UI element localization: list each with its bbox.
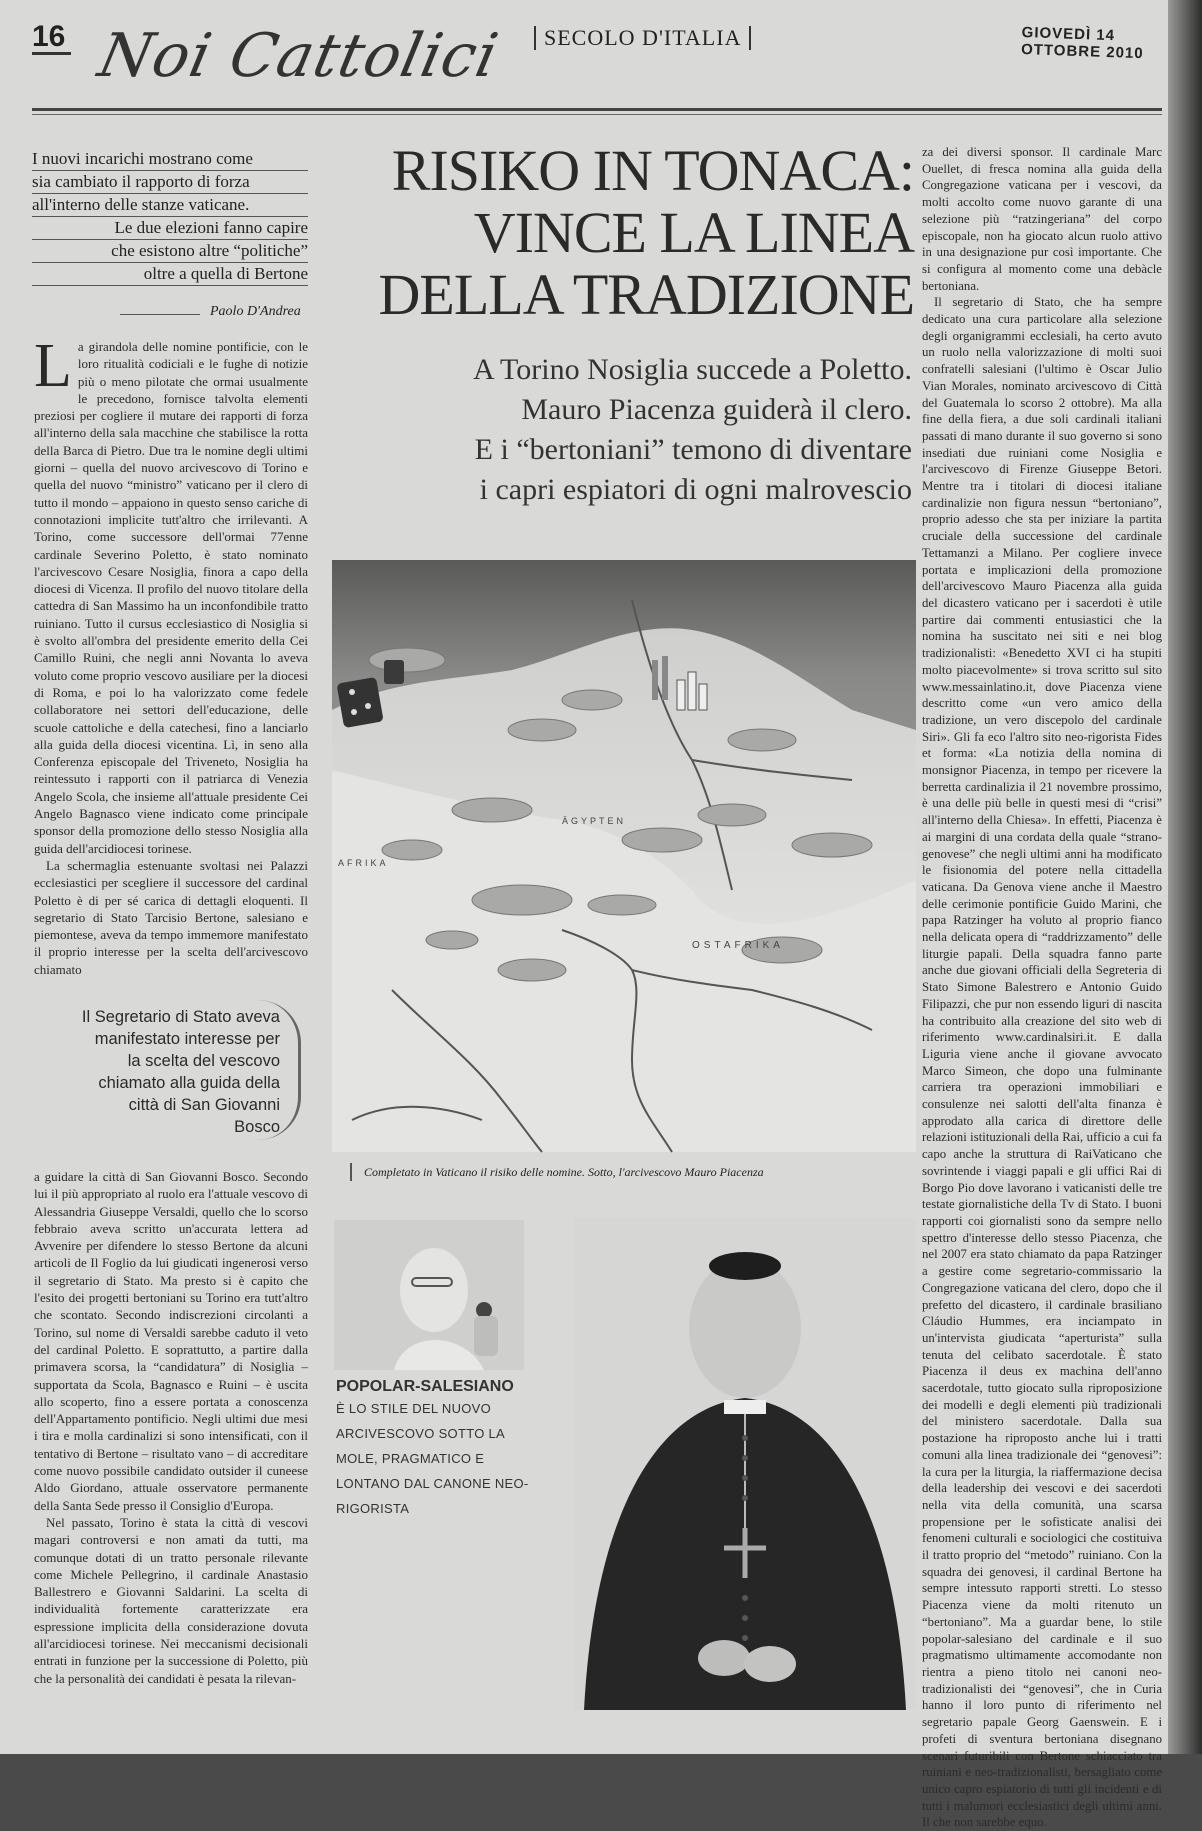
photo-caption: Completato in Vaticano il risiko delle nomine. Sotto, l'arcivescovo Mauro Piacenza bbox=[350, 1163, 930, 1181]
side-box-text: È LO STILE DEL NUOVO ARCIVESCOVO SOTTO LA MOLE, PRAGMATICO E LONTANO DAL CANONE NEO-RIGORISTA bbox=[336, 1401, 529, 1516]
drop-cap: L bbox=[34, 332, 72, 400]
headline-line: VINCE LA LINEA bbox=[473, 200, 914, 265]
portrait-small-illustration bbox=[334, 1220, 524, 1370]
subheadline bbox=[318, 350, 912, 510]
byline: Paolo D'Andrea bbox=[210, 304, 301, 319]
portrait-photo-small bbox=[334, 1220, 524, 1370]
summary-line: I nuovi incarichi mostrano come bbox=[32, 148, 308, 171]
map-label: OSTAFRIKA bbox=[692, 940, 784, 951]
article-column-1 bbox=[34, 332, 308, 980]
subheadline-line: A Torino Nosiglia succede a Poletto. bbox=[473, 353, 912, 386]
page-number: 16 bbox=[32, 22, 71, 55]
page-edge-shadow bbox=[1168, 0, 1202, 1754]
map-label: ÄGYPTEN bbox=[562, 816, 627, 826]
paragraph: za dei diversi sponsor. Il cardinale Marc Ouellet, di fresca nomina alla guida della Congregazione vaticana per i vescovi, da molti accolto come nuovo garante di una selezione più “ratzingeriana” del corpo episcopale, non ha giocato alcun ruolo attivo in una designazione pur così importante. Che si configura al momento come una debàcle bertoniana. bbox=[922, 145, 1162, 293]
summary-line: Le due elezioni fanno capire bbox=[32, 217, 308, 240]
headline-line: RISIKO IN TONACA: bbox=[391, 138, 914, 203]
summary-line: all'interno delle stanze vaticane. bbox=[32, 194, 308, 217]
byline-rule bbox=[120, 314, 200, 315]
pull-quote: Il Segretario di Stato aveva manifestato interesse per la scelta del vescovo chiamato alla guida della città di San Giovanni Bosco bbox=[81, 1008, 280, 1136]
portrait-large-illustration bbox=[574, 1218, 916, 1710]
summary-line: che esistono altre “politiche” bbox=[32, 240, 308, 263]
summary-line: sia cambiato il rapporto di forza bbox=[32, 171, 308, 194]
headline bbox=[318, 140, 914, 326]
article-column-1-continued bbox=[34, 1168, 308, 1734]
newspaper-name: SECOLO D'ITALIA bbox=[534, 26, 751, 50]
paragraph: a guidare la città di San Giovanni Bosco. Secondo lui il più appropriato al ruolo era l'attuale vescovo di Alessandria Giuseppe Versaldi, quello che lo scorso febbraio aveva scritto un'accurata lettera ad Avvenire per difendere lo stesso Bertone da alcuni articoli de Il Foglio da lui giudicati ingenerosi verso il segretario di Stato. Ma presto si è capito che l'esito dei progetti bertoniani su Torino era tutt'altro che scontato. Secondo indiscrezioni circolanti a Torino, sul nome di Versaldi sarebbe caduto il veto del cardinal Poletto. E soprattutto, a partire dalla primavera scorsa, la “candidatura” di Nosiglia – supportata da Scola, Bagnasco e Ruini – è uscita allo scoperto, fino a essere portata a conoscenza dell'Appartamento pontificio. Negli ultimi due mesi i tira e molla cardinalizi si sono intensificati, con il tentativo di Bertone – risultato vano – di accreditare come nuovo possibile candidato outsider il cuneese Aldo Giordano, attuale osservatore permanente della Santa Sede presso il Consiglio d'Europa. bbox=[34, 1169, 308, 1513]
header-rule-thin bbox=[32, 114, 1162, 115]
summary-box bbox=[32, 148, 308, 286]
risk-board-photo bbox=[332, 560, 916, 1152]
map-label: AFRIKA bbox=[338, 858, 389, 868]
summary-line: oltre a quella di Bertone bbox=[32, 263, 308, 286]
map-illustration bbox=[332, 560, 916, 1152]
headline-line: DELLA TRADIZIONE bbox=[378, 262, 914, 327]
section-title: Noi Cattolici bbox=[92, 21, 505, 91]
paragraph: La schermaglia estenuante svoltasi nei Palazzi ecclesiastici per scegliere il successore del cardinal Poletto è di per sé carica di dettagli eloquenti. Il segretario di Stato Tarcisio Bertone, salesiano e piemontese, aveva da tempo immemore manifestato il proprio interesse per la scelta dell'arcivescovo chiamato bbox=[34, 857, 308, 977]
pull-quote-bracket bbox=[258, 1000, 301, 1140]
side-box bbox=[336, 1378, 536, 1521]
subheadline-line: i capri espiatori di ogni malrovescio bbox=[479, 473, 912, 506]
header-rule bbox=[32, 108, 1162, 111]
paragraph: Nel passato, Torino è stata la città di vescovi magari controversi e non amati da tutti, ma comunque dotati di un tratto personale rilevante come Michele Pellegrino, il cardinale Anastasio Ballestrero e Giovanni Saldarini. La scelta di individualità fortemente caratterizzate era espressione implicita della considerazione dovuta all'arcidiocesi torinese. Nei meccanismi decisionali entrati in funzione per la successione di Poletto, più che la personalità dei candidati è pesata la rilevan- bbox=[34, 1514, 308, 1686]
paragraph: a girandola delle nomine pontificie, con le loro ritualità codiciali e le fughe di notizie più o meno pilotate che ormai usualmente le precedono, fornisce talvolta elementi preziosi per cogliere il mutare dei rapporti di forza all'interno della sala macchine che stabilisce la rotta della Barca di Pietro. Due tra le nomine degli ultimi giorni – quella del nuovo arcivescovo di Torino e quella del nuovo “ministro” vaticano per il clero di tutto il mondo – appaiono in questo senso cariche di connotazioni implicite tutt'altro che irrilevanti. A Torino, come successore dell'ormai 77enne cardinale Severino Poletto, è stato nominato l'arcivescovo Cesare Nosiglia, finora a capo della diocesi di Vicenza. Il profilo del nuovo titolare della cattedra di San Massimo ha un inconfondibile tratto ruiniano. Tutto il cursus ecclesiastico di Nosiglia si è svolto all'ombra del presidente emerito della Cei Camillo Ruini, che negli anni Novanta lo aveva voluto come proprio vescovo ausiliare per la diocesi di Roma, e poi lo ha valorizzato come fedele collaboratore nei settori dell'educazione, delle scuole cattoliche e della catechesi, fino a lanciarlo alla guida della diocesi vicentina. Lì, in seno alla Conferenza episcopale del Triveneto, Nosiglia ha reintessuto i rapporti con il patriarca di Venezia Angelo Scola, che insieme all'attuale presidente Cei Angelo Bagnasco viene indicato come principale sponsor della promozione dello stesso Nosiglia alla guida dell'arcidiocesi torinese. bbox=[34, 339, 308, 856]
subheadline-line: Mauro Piacenza guiderà il clero. bbox=[521, 393, 912, 426]
portrait-photo-piacenza bbox=[574, 1218, 916, 1710]
article-column-3 bbox=[922, 144, 1162, 1830]
issue-date: GIOVEDÌ 14 OTTOBRE 2010 bbox=[1020, 24, 1144, 63]
paragraph: Il segretario di Stato, che ha sempre dedicato una cura particolare alla selezione degli organigrammi ecclesiali, ha certo avuto un ruolo nella valorizzazione di molti suoi confratelli salesiani (l'ultimo è Oscar Julio Vian Morales, nominato arcivescovo di Città del Guatemala lo scorso 2 ottobre). Ma alla fine della fiera, a due soli cardinali italiani passati di mano durante il suo governo si sono insediati due ruiniani come Nosiglia e l'arcivescovo di Firenze Giuseppe Betori. Mentre tra i titolari di diocesi italiane cardinalizie non figura nessun “bertoniano”, proprio adesso che sta per iniziare la partita cruciale della successione del cardinale Tettamanzi a Milano. Per cogliere invece portata e implicazioni della promozione dell'arcivescovo Mauro Piacenza alla guida del dicastero vaticano per i sacerdoti è utile partire dai commenti entusiastici che la nomina ha suscitato nei siti e nei blog tradizionalisti: «Benedetto XVI ci ha stupiti molto piacevolmente» si trova scritto sul sito www.messainlatino.it, dove Piacenza viene descritto come «un vero amico della tradizione, un vero discepolo del cardinale Siri». Gli fa eco l'altro sito neo-rigorista Fides et forma: «La notizia della nomina di monsignor Piacenza, in tempo per ricevere la berretta cardinalizia il 21 novembre prossimo, è una delle più belle in questi mesi di “crisi” all'interno della Chiesa». In effetti, Piacenza è ai margini di una cordata della quale “strano-genovese” che negli ultimi anni ha modificato le fisionomia del potere nella cittadella vaticana. Da Genova viene anche il Maestro delle cerimonie pontificie Guido Marini, che papa Ratzinger ha voluto al proprio fianco nella delicata opera di “raddrizzamento” delle liturgie papali. Della squadra fanno parte anche due giovani officiali della Segreteria di Stato Simone Balestrero e Antonio Guido Filipazzi, che pur non essendo liguri di nascita ha contribuito alla creazione del sito web di riferimento www.cardinalsiri.it. E dalla Liguria viene anche il giovane avvocato Marco Simeon, che dopo una fulminante carriera tra operazioni immobiliari e consulenze nei salotti dell'alta finanza è approdato alla carica di direttore delle relazioni istituzionali della Rai, ufficio a cui fa capo anche la struttura di RaiVaticano che sovrintende i viaggi papali e gli uffici Rai di Borgo Pio dove lavorano i vaticanisti delle tre testate giornalistiche della Tv di Stato. I buoni rapporti coi giornalisti sono da sempre nello spettro d'interesse dello stesso Piacenza, che nel 2007 era stato chiamato da papa Ratzinger a gestire come segretario-commissario la Congregazione vaticana del clero, dopo che il prefetto del dicastero, il cardinale brasiliano Cláudio Hummes, era inciampato in un'intervista giudicata “aperturista” sulla tenuta del celibato sacerdotale. È stato Piacenza il deus ex machina dell'anno sacerdotale, tutto giocato sulla riproposizione dei modelli e degli elementi più tradizionali del ministero sacerdotale. Dalla sua postazione ha riproposto anche lui i tratti comuni alla linea tradizionale dei “genovesi”: la cura per la liturgia, la riaffermazione decisa della leadership dei vescovi e dei sacerdoti nella vita della comunità, una scarsa propensione per le sofisticate analisi dei fenomeni culturali e sociologici che costituiva il tratto proprio del “metodo” ruiniano. Con la squadra dei genovesi, il cardinal Bertone ha sempre intessuto rapporti stretti. Lo stesso Piacenza viene da molti ritenuto un “bertoniano”. Ma a guardar bene, lo stile popolar-salesiano del cardinale e il suo pragmatismo ultimamente accomodante non rientra a pieno titolo nei canoni neo-tradizionalisti dei “genovesi”, che in Curia hanno il loro punto di riferimento nel segretario papale Georg Gaenswein. E i profeti di sventura bertoniana disegnano scenari futuribili con Bertone schiacciato tra ruiniani e neo-tradizionalisti, bersagliato come unico capro espiatorio di tutti gli incidenti e di tutti i malumori ecclesiastici degli ultimi anni. Il che non sarebbe equo. bbox=[922, 295, 1162, 1830]
subheadline-line: E i “bertoniani” temono di diventare bbox=[474, 433, 912, 466]
side-box-title: POPOLAR-SALESIANO bbox=[336, 1378, 514, 1395]
